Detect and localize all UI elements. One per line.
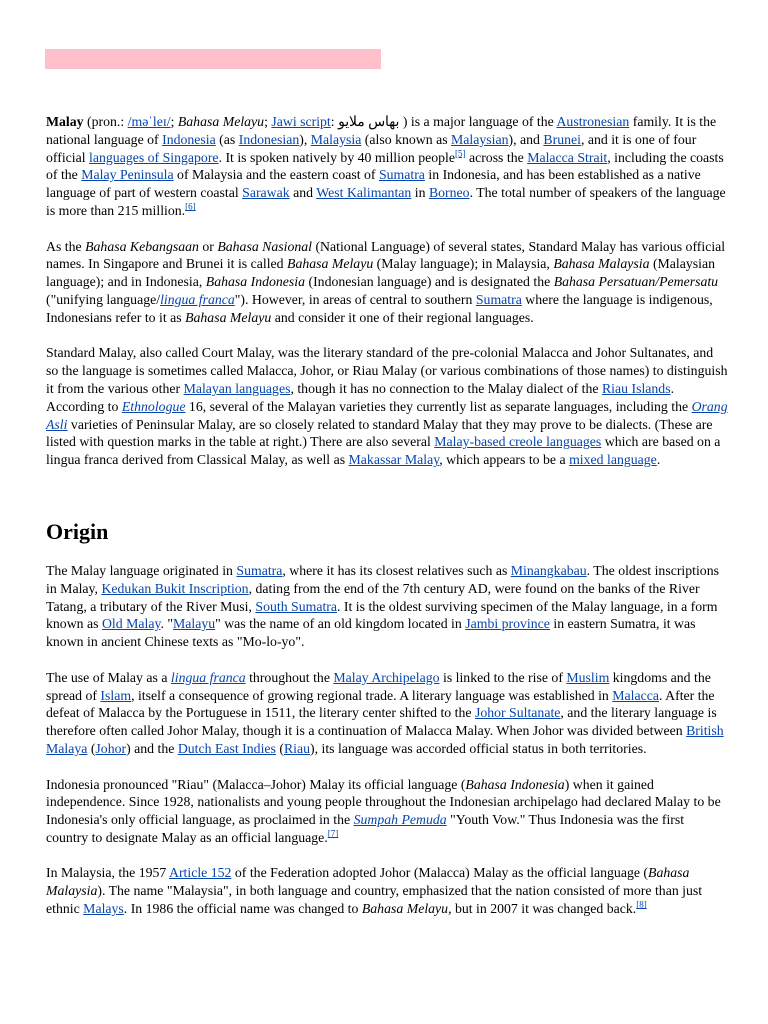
article-body — [46, 113, 728, 936]
link-old-malay[interactable]: Old Malay — [101, 616, 161, 632]
link-sumatra-3[interactable]: Sumatra — [236, 562, 283, 578]
link-johor[interactable]: Johor — [95, 740, 127, 756]
link-malaysia[interactable]: Malaysia — [310, 131, 362, 147]
citation-7[interactable]: [7] — [327, 828, 339, 839]
link-makassar-malay[interactable]: Makassar Malay — [348, 452, 440, 468]
link-jawi-script[interactable]: Jawi script — [271, 114, 331, 129]
link-sumatra[interactable]: Sumatra — [378, 167, 425, 183]
intro-paragraph: Malay (pron.: /məˈleɪ/; Bahasa Melayu; Jawi script: بهاس ملايو ) is a major language of the Austronesian family. It is the national language of Indonesia (as Indonesian), Malaysia (also known as Malaysian), and Brunei, and it is one of four official languages of Singapore. It is spoken natively by 40 million people[5] across the Malacca Strait, including the coasts of the Malay Peninsula of Malaysia and the eastern coast of Sumatra in Indonesia, and has been established as a native language of part of western coastal Sarawak and West Kalimantan in Borneo. The total number of speakers of the language is more than 215 million.[6] — [46, 114, 726, 218]
link-malayu[interactable]: Malayu — [172, 616, 216, 632]
malaysia-paragraph: In Malaysia, the 1957 Article 152 of the Federation adopted Johor (Malacca) Malay as the official language (Bahasa Malaysia). The name "Malaysia", in both language and country, emphasized that the nation consisted of more than just ethnic Malays. In 1986 the official name was changed to Bahasa Melayu, but in 2007 it was changed back.[8] — [46, 865, 703, 917]
link-ethnologue[interactable]: Ethnologue — [121, 398, 186, 414]
link-pronunciation[interactable]: /məˈleɪ/ — [127, 114, 171, 129]
term-malay: Malay — [46, 114, 84, 129]
link-malayan-languages[interactable]: Malayan languages — [183, 380, 291, 396]
link-riau-islands[interactable]: Riau Islands — [601, 380, 671, 396]
header-banner — [45, 49, 381, 69]
link-dutch-east-indies[interactable]: Dutch East Indies — [177, 740, 276, 756]
link-malay-based-creole-languages[interactable]: Malay-based creole languages — [434, 434, 602, 450]
link-malacca-strait[interactable]: Malacca Strait — [527, 149, 608, 165]
link-jambi-province[interactable]: Jambi province — [465, 616, 550, 632]
link-muslim[interactable]: Muslim — [566, 669, 610, 685]
link-brunei[interactable]: Brunei — [543, 131, 581, 147]
citation-6[interactable]: [6] — [185, 201, 196, 212]
link-indonesian[interactable]: Indonesian — [238, 131, 300, 147]
section-heading-origin: Origin — [46, 518, 109, 544]
link-malaysian[interactable]: Malaysian — [451, 131, 509, 147]
citation-5[interactable]: [5] — [455, 148, 466, 158]
link-sumatra-2[interactable]: Sumatra — [475, 291, 522, 307]
link-riau[interactable]: Riau — [283, 740, 311, 756]
link-sarawak[interactable]: Sarawak — [242, 185, 290, 201]
link-south-sumatra[interactable]: South Sumatra — [255, 598, 338, 614]
link-malay-peninsula[interactable]: Malay Peninsula — [81, 167, 174, 183]
link-indonesia[interactable]: Indonesia — [162, 131, 216, 147]
link-lingua-franca-2[interactable]: lingua franca — [170, 669, 246, 685]
link-islam[interactable]: Islam — [100, 687, 132, 703]
link-malacca[interactable]: Malacca — [612, 687, 659, 703]
link-sumpah-pemuda[interactable]: Sumpah Pemuda — [353, 812, 447, 828]
link-borneo[interactable]: Borneo — [428, 185, 470, 201]
link-austronesian[interactable]: Austronesian — [556, 114, 630, 129]
indonesia-paragraph: Indonesia pronounced "Riau" (Malacca–Johor) Malay its official language (Bahasa Indonesia) when it gained independence. Since 1928, nationalists and young people throughout the Indonesian archipelago had declared Malay to be Indonesia's only official language, as proclaimed in the Sumpah Pemuda "Youth Vow." Thus Indonesia was the first country to designate Malay as an official language.[7] — [46, 776, 721, 845]
link-johor-sultanate[interactable]: Johor Sultanate — [474, 705, 561, 721]
link-malay-archipelago[interactable]: Malay Archipelago — [333, 669, 440, 685]
link-languages-of-singapore[interactable]: languages of Singapore — [89, 149, 219, 165]
origin-paragraph: The Malay language originated in Sumatra, where it has its closest relatives such as Minangkabau. The oldest inscriptions in Malay, Kedukan Bukit Inscription, dating from the end of the 7th century AD, were found on the banks of the River Tatang, a tributary of the River Musi, South Sumatra. It is the oldest surviving specimen of the Malay language, in a form known as Old Malay. "Malayu" was the name of an old kingdom located in Jambi province in eastern Sumatra, it was known in ancient Chinese texts as "Mo-lo-yo". — [46, 562, 719, 650]
link-malays[interactable]: Malays — [83, 901, 124, 917]
link-article-152[interactable]: Article 152 — [169, 865, 232, 881]
citation-8[interactable]: [8] — [636, 899, 647, 910]
link-west-kalimantan[interactable]: West Kalimantan — [316, 185, 412, 201]
jawi-text: بهاس ملايو — [338, 114, 400, 129]
link-lingua-franca[interactable]: lingua franca — [160, 291, 235, 307]
link-british-malaya[interactable]: British Malaya — [46, 723, 724, 756]
link-mixed-language[interactable]: mixed language — [569, 452, 657, 468]
link-kedukan-bukit-inscription[interactable]: Kedukan Bukit Inscription — [101, 580, 249, 596]
link-orang-asli[interactable]: Orang Asli — [46, 398, 728, 432]
standard-malay-paragraph: Standard Malay, also called Court Malay, was the literary standard of the pre-colonial Malacca and Johor Sultanates, and so the language is sometimes called Malacca, Johor, or Riau Malay (or various combinations of those names) to distinguish it from the various other Malayan languages, though it has no connection to the Malay dialect of the Riau Islands. According to Ethnologue 16, several of the Malayan varieties they currently list as separate languages, including the Orang Asli varieties of Peninsular Malay, are so closely related to standard Malay that they may prove to be dialects. (These are listed with question marks in the table at right.) There are also several Malay-based creole languages which are based on a lingua franca derived from Classical Malay, as well as Makassar Malay, which appears to be a mixed language. — [46, 345, 728, 468]
names-paragraph: As the Bahasa Kebangsaan or Bahasa Nasional (National Language) of several states, Standard Malay has various official names. In Singapore and Brunei it is called Bahasa Melayu (Malay language); in Malaysia, Bahasa Malaysia (Malaysian language); and in Indonesia, Bahasa Indonesia (Indonesian language) and is designated the Bahasa Persatuan/Pemersatu ("unifying language/lingua franca"). However, in areas of central to southern Sumatra where the language is indigenous, Indonesians refer to it as Bahasa Melayu and consider it one of their regional languages. — [46, 238, 726, 325]
lingua-franca-paragraph: The use of Malay as a lingua franca throughout the Malay Archipelago is linked to the rise of Muslim kingdoms and the spread of Islam, itself a consequence of growing regional trade. A literary language was established in Malacca. After the defeat of Malacca by the Portuguese in 1511, the literary center shifted to the Johor Sultanate, and the literary language is therefore often called Johor Malay, though it is a continuation of Malacca Malay. When Johor was divided between British Malaya (Johor) and the Dutch East Indies (Riau), its language was accorded official status in both territories. — [46, 669, 724, 756]
link-minangkabau[interactable]: Minangkabau — [510, 562, 587, 578]
